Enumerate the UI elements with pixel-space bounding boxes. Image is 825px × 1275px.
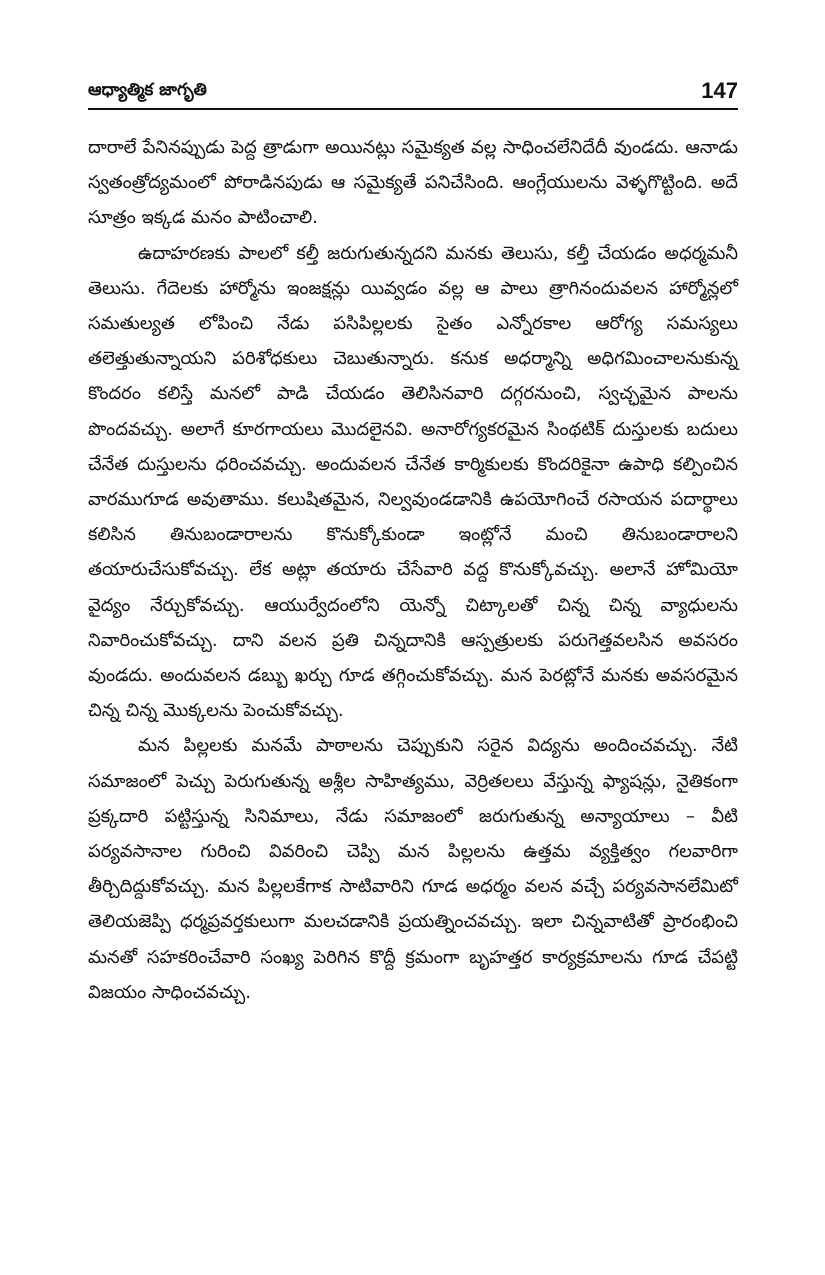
running-title: ఆధ్యాత్మిక జాగృతి [88,80,207,100]
paragraph-1: దారాలే పేనినప్పుడు పెద్ద త్రాడుగా అయినట్లు సమైక్యత వల్ల సాధించలేనిదేదీ వుండదు. ఆనాడు స్వతంత్రోద్యమంలో పోరాడినపుడు ఆ సమైక్యతే పనిచేసింది. ఆంగ్లేయులను వెళ్ళగొట్టింది. అదే సూత్రం ఇక్కడ మనం పాటించాలి. [88,137,738,229]
paragraph-3: మన పిల్లలకు మనమే పాఠాలను చెప్పుకుని సరైన విద్యను అందించవచ్చు. నేటి సమాజంలో పెచ్చు పెరుగుతున్న అశ్లీల సాహిత్యము, వెర్రితలలు వేస్తున్న ఫ్యాషన్లు, నైతికంగా ప్రక్కదారి పట్టిస్తున్న సినిమాలు, నేడు సమాజంలో జరుగుతున్న అన్యాయాలు – వీటి పర్యవసానాల గురించి వివరించి చెప్పి మన పిల్లలను ఉత్తమ వ్యక్తిత్వం గలవారిగా తీర్చిదిద్దుకోవచ్చు. మన పిల్లలకేగాక సాటివారిని గూడ అధర్మం వలన వచ్చే పర్యవసానలేమిటో తెలియజెప్పి ధర్మప్రవర్తకులుగా మలచడానికి ప్రయత్నించవచ్చు. ఇలా చిన్నవాటితో ప్రారంభించి మనతో సహకరించేవారి సంఖ్య పెరిగిన కొద్దీ క్రమంగా బృహత్తర కార్యక్రమాలను గూడ చేపట్టి విజయం సాధించవచ్చు. [88,735,738,1003]
page-number: 147 [701,78,738,103]
body-text [88,130,738,1010]
paragraph-2: ఉదాహరణకు పాలలో కల్తీ జరుగుతున్నదని మనకు తెలుసు, కల్తీ చేయడం అధర్మమనీ తెలుసు. గేదెలకు హార్మోను ఇంజక్షన్లు యివ్వడం వల్ల ఆ పాలు త్రాగినందువలన హార్మోన్లలో సమతుల్యత లోపించి నేడు పసిపిల్లలకు సైతం ఎన్నోరకాల ఆరోగ్య సమస్యలు తలెత్తుతున్నాయని పరిశోధకులు చెబుతున్నారు. కనుక అధర్మాన్ని అధిగమించాలనుకున్న కొందరం కలిస్తే మనలో పాడి చేయడం తెలిసినవారి దగ్గరనుంచి, స్వచ్ఛమైన పాలను పొందవచ్చు. అలాగే కూరగాయలు మొదలైనవి. అనారోగ్యకరమైన సింథటిక్ దుస్తులకు బదులు చేనేత దుస్తులను ధరించవచ్చు. అందువలన చేనేత కార్మికులకు కొందరికైనా ఉపాధి కల్పించిన వారముగూడ అవుతాము. కలుషితమైన, నిల్వవుండడానికి ఉపయోగించే రసాయన పదార్థాలు కలిసిన తినుబండారాలను కొనుక్కోకుండా ఇంట్లోనే మంచి తినుబండారాలని తయారుచేసుకోవచ్చు. లేక అట్లా తయారు చేసేవారి వద్ద కొనుక్కోవచ్చు. అలానే హోమియో వైద్యం నేర్చుకోవచ్చు. ఆయుర్వేదంలోని యెన్నో చిట్కాలతో చిన్న చిన్న వ్యాధులను నివారించుకోవచ్చు. దాని వలన ప్రతి చిన్నదానికి ఆస్పత్రులకు పరుగెత్తవలసిన అవసరం వుండదు. అందువలన డబ్బు ఖర్చు గూడ తగ్గించుకోవచ్చు. మన పెరట్లోనే మనకు అవసరమైన చిన్న చిన్న మొక్కలను పెంచుకోవచ్చు. [88,242,738,722]
header-divider [88,108,738,110]
page-header [88,78,738,108]
